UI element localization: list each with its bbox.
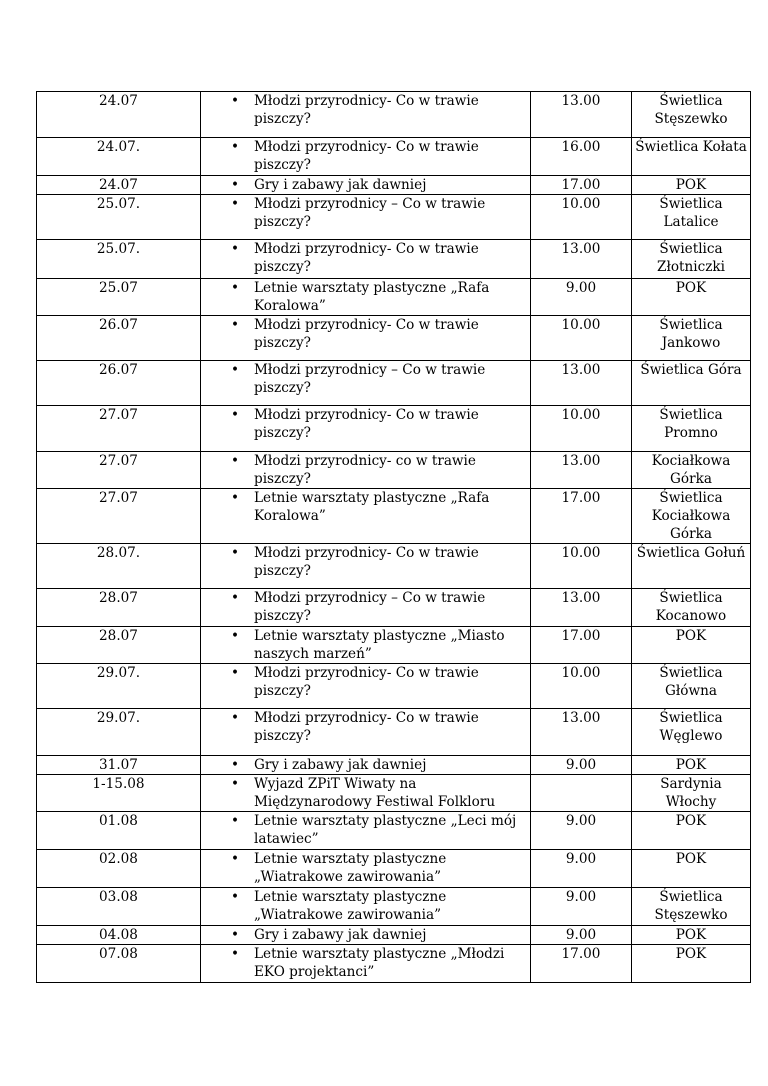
event-text: Letnie warsztaty plastyczne „Wiatrakowe zawirowania” bbox=[254, 889, 447, 923]
bullet-icon: • bbox=[231, 139, 240, 155]
date-cell: 28.07 bbox=[37, 627, 201, 664]
table-row bbox=[37, 406, 751, 452]
schedule-table bbox=[36, 91, 751, 983]
bullet-icon: • bbox=[231, 628, 240, 644]
table-row bbox=[37, 756, 751, 775]
bullet-icon: • bbox=[231, 813, 240, 829]
place-cell: Świetlica Główna bbox=[632, 664, 751, 709]
bullet-icon: • bbox=[231, 710, 240, 726]
table-row bbox=[37, 850, 751, 888]
time-cell: 13.00 bbox=[531, 240, 632, 279]
time-cell: 10.00 bbox=[531, 316, 632, 361]
event-text: Młodzi przyrodnicy- Co w trawie piszczy? bbox=[254, 665, 479, 699]
table-row bbox=[37, 664, 751, 709]
event-cell bbox=[201, 195, 531, 240]
event-text: Gry i zabawy jak dawniej bbox=[254, 177, 427, 193]
table-row bbox=[37, 888, 751, 926]
event-cell bbox=[201, 756, 531, 775]
event-cell bbox=[201, 176, 531, 195]
event-text: Młodzi przyrodnicy- co w trawie piszczy? bbox=[254, 453, 476, 487]
bullet-icon: • bbox=[231, 889, 240, 905]
time-cell: 16.00 bbox=[531, 138, 632, 176]
time-cell bbox=[531, 775, 632, 812]
bullet-icon: • bbox=[231, 453, 240, 469]
event-cell bbox=[201, 589, 531, 627]
date-cell: 25.07. bbox=[37, 240, 201, 279]
time-cell: 9.00 bbox=[531, 926, 632, 945]
place-cell: Kociałkowa Górka bbox=[632, 452, 751, 489]
table-row bbox=[37, 452, 751, 489]
time-cell: 9.00 bbox=[531, 279, 632, 316]
place-cell: POK bbox=[632, 756, 751, 775]
event-text: Gry i zabawy jak dawniej bbox=[254, 927, 427, 943]
bullet-icon: • bbox=[231, 545, 240, 561]
table-row bbox=[37, 589, 751, 627]
event-text: Letnie warsztaty plastyczne „Miasto naszych marzeń” bbox=[254, 628, 505, 662]
place-cell: POK bbox=[632, 945, 751, 983]
place-cell: Świetlica Kołata bbox=[632, 138, 751, 176]
event-cell bbox=[201, 850, 531, 888]
event-text: Gry i zabawy jak dawniej bbox=[254, 757, 427, 773]
table-row bbox=[37, 489, 751, 544]
event-text: Letnie warsztaty plastyczne „Młodzi EKO projektanci” bbox=[254, 946, 505, 980]
date-cell: 29.07. bbox=[37, 709, 201, 756]
schedule-body bbox=[37, 92, 751, 983]
bullet-icon: • bbox=[231, 317, 240, 333]
date-cell: 31.07 bbox=[37, 756, 201, 775]
event-text: Młodzi przyrodnicy – Co w trawie piszczy? bbox=[254, 590, 486, 624]
event-cell bbox=[201, 138, 531, 176]
time-cell: 17.00 bbox=[531, 489, 632, 544]
bullet-icon: • bbox=[231, 590, 240, 606]
date-cell: 27.07 bbox=[37, 406, 201, 452]
date-cell: 26.07 bbox=[37, 361, 201, 406]
place-cell: Świetlica Złotniczki bbox=[632, 240, 751, 279]
table-row bbox=[37, 195, 751, 240]
bullet-icon: • bbox=[231, 177, 240, 193]
time-cell: 13.00 bbox=[531, 452, 632, 489]
place-cell: Świetlica Kocanowo bbox=[632, 589, 751, 627]
time-cell: 13.00 bbox=[531, 361, 632, 406]
date-cell: 27.07 bbox=[37, 489, 201, 544]
date-cell: 1-15.08 bbox=[37, 775, 201, 812]
event-cell bbox=[201, 452, 531, 489]
event-cell bbox=[201, 926, 531, 945]
event-text: Młodzi przyrodnicy- Co w trawie piszczy? bbox=[254, 139, 479, 173]
date-cell: 01.08 bbox=[37, 812, 201, 850]
event-cell bbox=[201, 709, 531, 756]
place-cell: POK bbox=[632, 176, 751, 195]
table-row bbox=[37, 176, 751, 195]
event-cell bbox=[201, 812, 531, 850]
bullet-icon: • bbox=[231, 93, 240, 109]
date-cell: 24.07 bbox=[37, 176, 201, 195]
table-row bbox=[37, 709, 751, 756]
date-cell: 29.07. bbox=[37, 664, 201, 709]
time-cell: 13.00 bbox=[531, 709, 632, 756]
place-cell: Świetlica Jankowo bbox=[632, 316, 751, 361]
time-cell: 13.00 bbox=[531, 589, 632, 627]
bullet-icon: • bbox=[231, 665, 240, 681]
date-cell: 24.07. bbox=[37, 138, 201, 176]
time-cell: 10.00 bbox=[531, 195, 632, 240]
event-cell bbox=[201, 627, 531, 664]
event-cell bbox=[201, 489, 531, 544]
place-cell: Świetlica Kociałkowa Górka bbox=[632, 489, 751, 544]
event-text: Młodzi przyrodnicy – Co w trawie piszczy? bbox=[254, 196, 486, 230]
table-row bbox=[37, 316, 751, 361]
time-cell: 17.00 bbox=[531, 627, 632, 664]
time-cell: 9.00 bbox=[531, 812, 632, 850]
event-cell bbox=[201, 279, 531, 316]
place-cell: Świetlica Latalice bbox=[632, 195, 751, 240]
event-cell bbox=[201, 406, 531, 452]
date-cell: 03.08 bbox=[37, 888, 201, 926]
bullet-icon: • bbox=[231, 946, 240, 962]
bullet-icon: • bbox=[231, 280, 240, 296]
date-cell: 24.07 bbox=[37, 92, 201, 138]
event-text: Młodzi przyrodnicy- Co w trawie piszczy? bbox=[254, 545, 479, 579]
bullet-icon: • bbox=[231, 362, 240, 378]
place-cell: Świetlica Promno bbox=[632, 406, 751, 452]
date-cell: 25.07. bbox=[37, 195, 201, 240]
table-row bbox=[37, 775, 751, 812]
bullet-icon: • bbox=[231, 407, 240, 423]
date-cell: 28.07. bbox=[37, 544, 201, 589]
event-text: Młodzi przyrodnicy- Co w trawie piszczy? bbox=[254, 407, 479, 441]
event-cell bbox=[201, 664, 531, 709]
table-row bbox=[37, 544, 751, 589]
table-row bbox=[37, 138, 751, 176]
date-cell: 26.07 bbox=[37, 316, 201, 361]
time-cell: 17.00 bbox=[531, 176, 632, 195]
table-row bbox=[37, 926, 751, 945]
place-cell: POK bbox=[632, 812, 751, 850]
date-cell: 07.08 bbox=[37, 945, 201, 983]
place-cell: POK bbox=[632, 926, 751, 945]
table-row bbox=[37, 945, 751, 983]
place-cell: Świetlica Stęszewko bbox=[632, 92, 751, 138]
event-text: Letnie warsztaty plastyczne „Rafa Koralowa” bbox=[254, 490, 490, 524]
event-cell bbox=[201, 888, 531, 926]
bullet-icon: • bbox=[231, 490, 240, 506]
place-cell: Świetlica Gołuń bbox=[632, 544, 751, 589]
event-text: Letnie warsztaty plastyczne „Wiatrakowe zawirowania” bbox=[254, 851, 447, 885]
place-cell: POK bbox=[632, 850, 751, 888]
time-cell: 17.00 bbox=[531, 945, 632, 983]
event-cell bbox=[201, 945, 531, 983]
event-text: Wyjazd ZPiT Wiwaty na Międzynarodowy Festiwal Folkloru bbox=[254, 776, 496, 810]
table-row bbox=[37, 240, 751, 279]
place-cell: POK bbox=[632, 279, 751, 316]
time-cell: 9.00 bbox=[531, 888, 632, 926]
event-cell bbox=[201, 92, 531, 138]
event-text: Letnie warsztaty plastyczne „Leci mój latawiec” bbox=[254, 813, 517, 847]
date-cell: 25.07 bbox=[37, 279, 201, 316]
time-cell: 10.00 bbox=[531, 664, 632, 709]
event-cell bbox=[201, 775, 531, 812]
place-cell: Świetlica Góra bbox=[632, 361, 751, 406]
event-cell bbox=[201, 240, 531, 279]
time-cell: 9.00 bbox=[531, 756, 632, 775]
event-text: Młodzi przyrodnicy- Co w trawie piszczy? bbox=[254, 710, 479, 744]
place-cell: Świetlica Węglewo bbox=[632, 709, 751, 756]
date-cell: 28.07 bbox=[37, 589, 201, 627]
event-text: Młodzi przyrodnicy- Co w trawie piszczy? bbox=[254, 93, 479, 127]
bullet-icon: • bbox=[231, 757, 240, 773]
table-row bbox=[37, 627, 751, 664]
bullet-icon: • bbox=[231, 241, 240, 257]
bullet-icon: • bbox=[231, 851, 240, 867]
time-cell: 13.00 bbox=[531, 92, 632, 138]
place-cell: Świetlica Stęszewko bbox=[632, 888, 751, 926]
table-row bbox=[37, 279, 751, 316]
time-cell: 10.00 bbox=[531, 544, 632, 589]
date-cell: 27.07 bbox=[37, 452, 201, 489]
date-cell: 04.08 bbox=[37, 926, 201, 945]
event-cell bbox=[201, 544, 531, 589]
event-text: Młodzi przyrodnicy- Co w trawie piszczy? bbox=[254, 317, 479, 351]
bullet-icon: • bbox=[231, 776, 240, 792]
bullet-icon: • bbox=[231, 927, 240, 943]
place-cell: POK bbox=[632, 627, 751, 664]
table-row bbox=[37, 92, 751, 138]
date-cell: 02.08 bbox=[37, 850, 201, 888]
event-text: Młodzi przyrodnicy- Co w trawie piszczy? bbox=[254, 241, 479, 275]
event-cell bbox=[201, 316, 531, 361]
table-row bbox=[37, 361, 751, 406]
event-text: Młodzi przyrodnicy – Co w trawie piszczy? bbox=[254, 362, 486, 396]
time-cell: 10.00 bbox=[531, 406, 632, 452]
bullet-icon: • bbox=[231, 196, 240, 212]
event-cell bbox=[201, 361, 531, 406]
time-cell: 9.00 bbox=[531, 850, 632, 888]
place-cell: Sardynia Włochy bbox=[632, 775, 751, 812]
event-text: Letnie warsztaty plastyczne „Rafa Koralowa” bbox=[254, 280, 490, 314]
table-row bbox=[37, 812, 751, 850]
